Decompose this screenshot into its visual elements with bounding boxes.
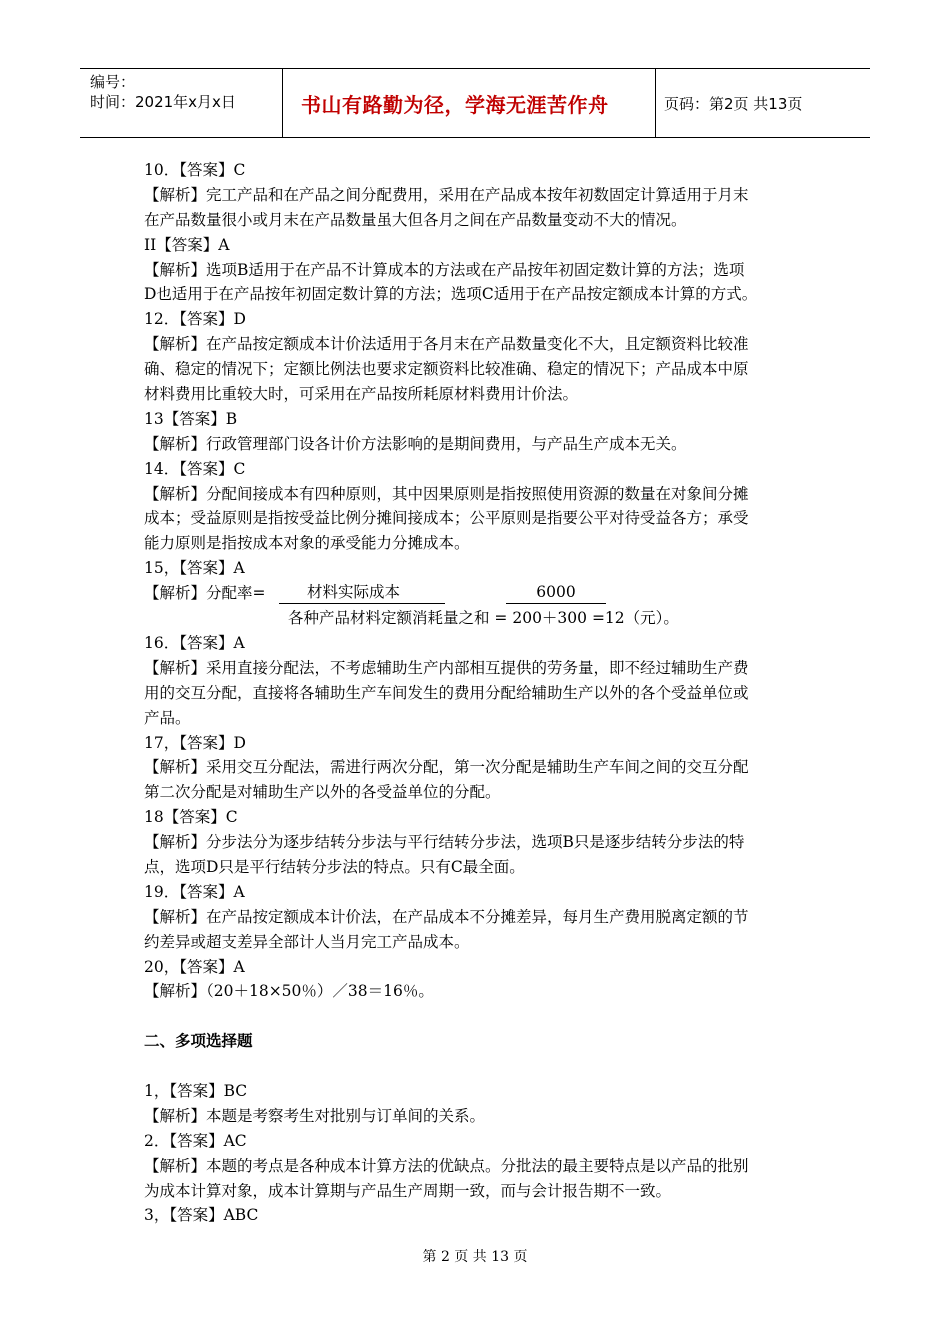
analysis-line: 【解析】分配间接成本有四种原则，其中因果原则是指按照使用资源的数量在对象间分摊	[144, 484, 749, 503]
analysis-line: 【解析】（20＋18×50％）／38＝16％。	[144, 982, 434, 1001]
analysis-line: 第二次分配是对辅助生产以外的各受益单位的分配。	[144, 783, 501, 802]
answer-line: 20，【答案】A	[144, 957, 245, 976]
analysis-line: 【解析】完工产品和在产品之间分配费用，采用在产品成本按年初数固定计算适用于月末	[144, 185, 749, 204]
page-number-label: 页码：第2页 共13页	[664, 95, 803, 113]
formula-denominator: 各种产品材料定额消耗量之和 = 200＋300 =12（元）。	[288, 609, 679, 628]
answer-line: 10．【答案】C	[144, 161, 246, 179]
analysis-line: 【解析】选项B适用于在产品不计算成本的方法或在产品按年初固定数计算的方法；选项	[144, 260, 745, 279]
answer-line: 3，【答案】ABC	[144, 1206, 259, 1225]
analysis-line: 【解析】本题是考察考生对批别与订单间的关系。	[144, 1106, 486, 1125]
spacer	[144, 1054, 812, 1079]
answer-line: 1，【答案】BC	[144, 1081, 248, 1100]
analysis-line: 在产品数量很小或月末在产品数量虽大但各月之间在产品数量变动不大的情况。	[144, 210, 687, 229]
analysis-line: 【解析】行政管理部门设各计价方法影响的是期间费用，与产品生产成本无关。	[144, 434, 687, 453]
analysis-line: 【解析】采用交互分配法，需进行两次分配，第一次分配是辅助生产车间之间的交互分配	[144, 758, 749, 777]
document-body	[144, 158, 812, 1228]
answer-line: 16．【答案】A	[144, 633, 245, 652]
allocation-rate-formula	[144, 581, 812, 631]
analysis-line: 点，选项D只是平行结转分步法的特点。只有C最全面。	[144, 857, 525, 876]
analysis-line: 能力原则是指按成本对象的承受能力分摊成本。	[144, 534, 470, 553]
analysis-line: 材料费用比重较大时，可采用在产品按所耗原材料费用计价法。	[144, 385, 579, 404]
answer-line: 19．【答案】A	[144, 882, 245, 901]
page-header	[80, 68, 870, 138]
analysis-line: 产品。	[144, 708, 191, 727]
analysis-line: 确、稳定的情况下；定额比例法也要求定额资料比较准确、稳定的情况下；产品成本中原	[144, 360, 749, 379]
header-center-cell	[283, 69, 656, 137]
number-label: 编号：	[90, 73, 136, 91]
answer-line: 13【答案】B	[144, 409, 238, 428]
answer-line: 18【答案】C	[144, 808, 238, 827]
section-heading: 二、多项选择题	[144, 1032, 253, 1051]
analysis-line: D也适用于在产品按年初固定数计算的方法；选项C适用于在产品按定额成本计算的方式。	[144, 285, 758, 304]
answer-line: 15，【答案】A	[144, 559, 245, 578]
analysis-line: 【解析】在产品按定额成本计价法适用于各月末在产品数量变化不大，且定额资料比较准	[144, 335, 749, 354]
analysis-line: 【解析】分步法分为逐步结转分步法与平行结转分步法，选项B只是逐步结转分步法的特	[144, 833, 745, 852]
page-footer: 第 2 页 共 13 页	[422, 1249, 528, 1265]
answer-line: II【答案】A	[144, 235, 230, 254]
header-left-cell	[80, 69, 283, 137]
formula-numerator-text: 材料实际成本	[279, 581, 445, 604]
analysis-line: 【解析】本题的考点是各种成本计算方法的优缺点。分批法的最主要特点是以产品的批别	[144, 1156, 749, 1175]
answer-line: 17，【答案】D	[144, 733, 246, 752]
formula-label: 【解析】分配率=	[144, 584, 266, 603]
analysis-line: 约差异或超支差异全部计人当月完工产品成本。	[144, 932, 470, 951]
answer-line: 12．【答案】D	[144, 310, 246, 329]
answer-line: 14．【答案】C	[144, 459, 246, 478]
answer-line: 2．【答案】AC	[144, 1131, 247, 1150]
analysis-line: 【解析】在产品按定额成本计价法，在产品成本不分摊差异，每月生产费用脱离定额的节	[144, 907, 749, 926]
analysis-line: 用的交互分配，直接将各辅助生产车间发生的费用分配给辅助生产以外的各个受益单位或	[144, 683, 749, 702]
time-label: 时间：2021年x月x日	[90, 93, 236, 111]
analysis-line: 成本；受益原则是指按受益比例分摊间接成本；公平原则是指要公平对待受益各方；承受	[144, 509, 749, 528]
header-right-cell	[656, 69, 870, 137]
spacer	[144, 1004, 812, 1029]
analysis-line: 【解析】采用直接分配法，不考虑辅助生产内部相互提供的劳务量，即不经过辅助生产费	[144, 658, 749, 677]
analysis-line: 为成本计算对象，成本计算期与产品生产周期一致，而与会计报告期不一致。	[144, 1181, 672, 1200]
formula-numerator-value: 6000	[506, 581, 606, 604]
motto: 书山有路勤为径，学海无涯苦作舟	[301, 93, 609, 117]
